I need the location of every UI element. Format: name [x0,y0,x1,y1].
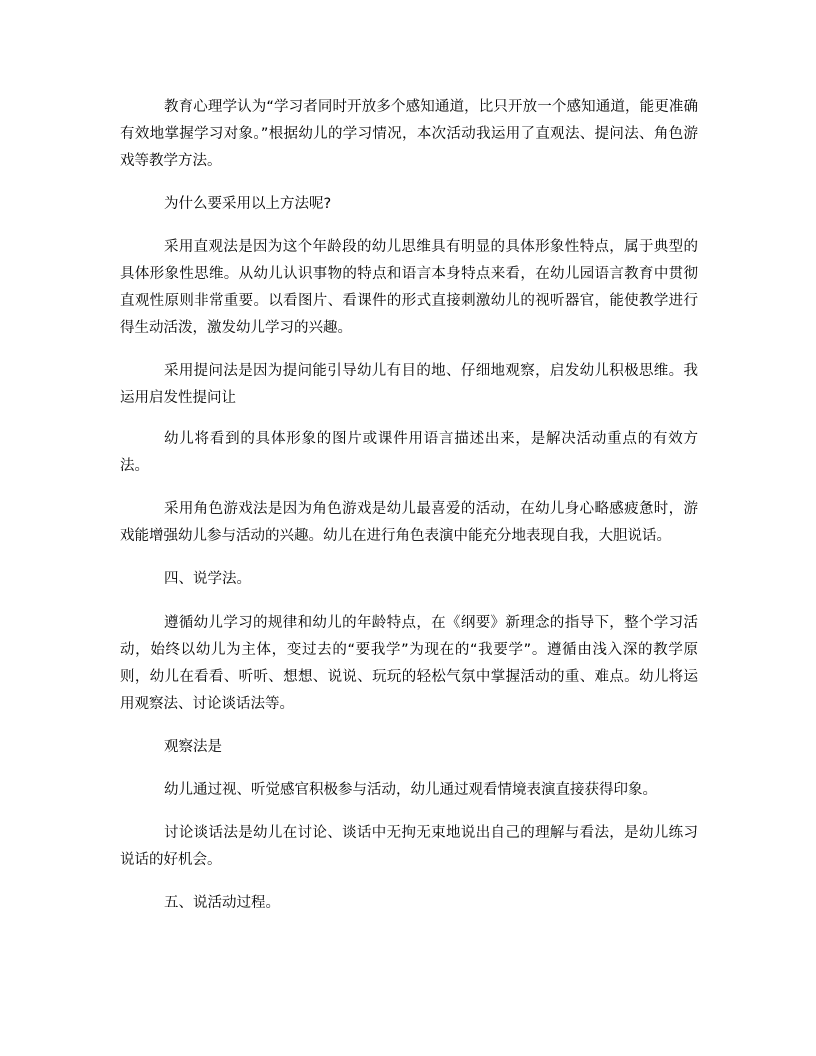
paragraph-question-method-continued: 幼儿将看到的具体形象的图片或课件用语言描述出来，是解决活动重点的有效方法。 [120,431,698,474]
paragraph-discussion-method: 讨论谈话法是幼儿在讨论、谈话中无拘无束地说出自己的理解与看法，是幼儿练习说话的好机会。 [120,825,698,868]
paragraph-observation-label: 观察法是 [164,739,222,755]
section-heading-learning-methods: 四、说学法。 [164,571,251,587]
paragraph-learning-rules: 遵循幼儿学习的规律和幼儿的年龄特点，在《纲要》新理念的指导下，整个学习活动，始终以幼儿为主体，变过去的“要我学”为现在的“我要学”。遵循由浅入深的教学原则，幼儿在看看、听听、想想、说说、玩玩的轻松气氛中掌握活动的重、难点。幼儿将运用观察法、讨论谈话法等。 [120,615,698,712]
paragraph-intro: 教育心理学认为“学习者同时开放多个感知通道，比只开放一个感知通道，能更准确有效地掌握学习对象。”根据幼儿的学习情况，本次活动我运用了直观法、提问法、角色游戏等教学方法。 [120,99,698,169]
paragraph-direct-method: 采用直观法是因为这个年龄段的幼儿思维具有明显的具体形象性特点，属于典型的具体形象性思维。从幼儿认识事物的特点和语言本身特点来看，在幼儿园语言教育中贯彻直观性原则非常重要。以看图片、看课件的形式直接刺激幼儿的视听器官，能使教学进行得生动活泼，激发幼儿学习的兴趣。 [120,239,698,336]
paragraph-question: 为什么要采用以上方法呢? [164,196,332,212]
section-heading-activity-process: 五、说活动过程。 [164,895,280,911]
paragraph-question-method: 采用提问法是因为提问能引导幼儿有目的地、仔细地观察，启发幼儿积极思维。我运用启发性提问让 [120,363,698,406]
paragraph-observation-desc: 幼儿通过视、听觉感官积极参与活动，幼儿通过观看情境表演直接获得印象。 [164,782,657,798]
paragraph-role-play-method: 采用角色游戏法是因为角色游戏是幼儿最喜爱的活动，在幼儿身心略感疲惫时，游戏能增强幼儿参与活动的兴趣。幼儿在进行角色表演中能充分地表现自我，大胆说话。 [120,501,698,544]
document-body [120,94,698,934]
